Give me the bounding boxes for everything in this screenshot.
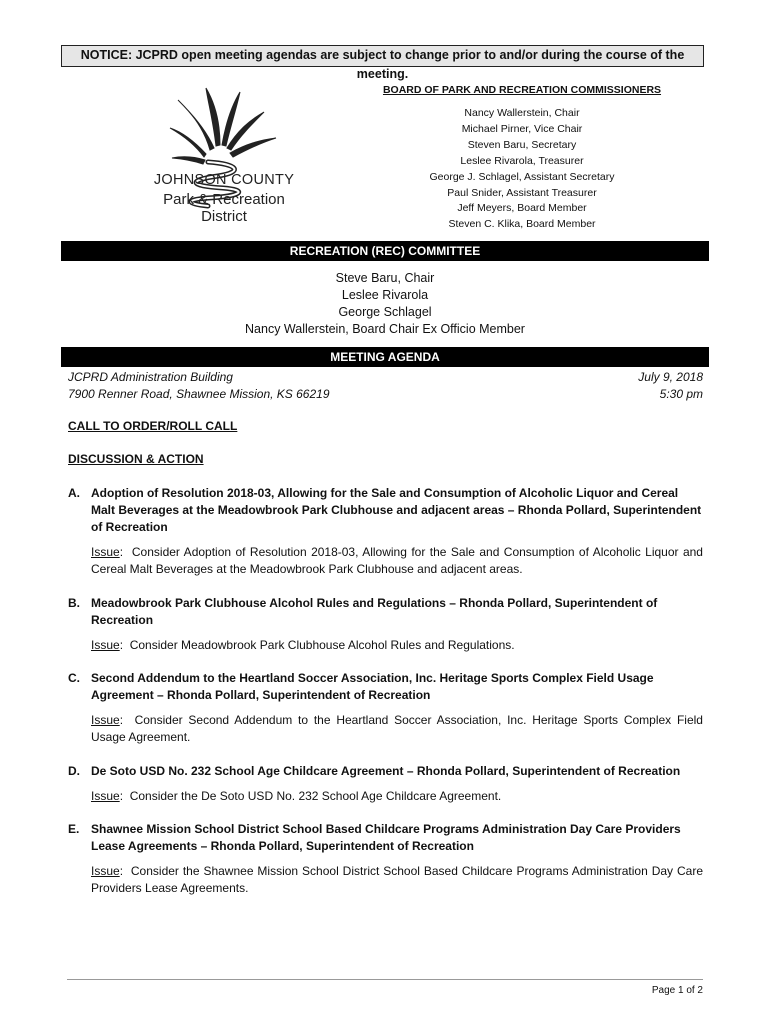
issue-text: Consider Adoption of Resolution 2018-03, Allowing for the Sale and Consumption of Alcoholic Liquor and Cereal Malt Beverages at the Meadowbrook Park Clubhouse and adjacent areas. (91, 545, 703, 576)
agenda-item-b (68, 595, 703, 654)
logo-line-district: District (201, 208, 247, 225)
board-member: Paul Snider, Assistant Treasurer (447, 186, 597, 199)
item-letter: E. (68, 822, 80, 836)
meeting-datetime (638, 369, 703, 403)
item-title: Adoption of Resolution 2018-03, Allowing for the Sale and Consumption of Alcoholic Liquor and Cereal Malt Beverages at the Meadowbrook Park Clubhouse and adjacent areas – Rhonda Pollard, Superintendent of Recreation (91, 486, 702, 534)
item-issue: Issue: Consider Second Addendum to the Heartland Soccer Association, Inc. Heritage Sports Complex Field Usage Agreement. (91, 713, 703, 744)
footer-divider (67, 979, 703, 980)
item-letter: A. (68, 486, 80, 500)
board-member: Steven Baru, Secretary (467, 138, 577, 151)
agenda-item-a (68, 485, 703, 578)
board-heading: BOARD OF PARK AND RECREATION COMMISSIONERS (382, 84, 662, 96)
committee-members (61, 270, 709, 338)
issue-label: Issue (91, 864, 120, 878)
committee-member: Leslee Rivarola (341, 288, 429, 302)
issue-label: Issue (91, 638, 120, 652)
item-title: Meadowbrook Park Clubhouse Alcohol Rules and Regulations – Rhonda Pollard, Superintendent of Recreation (91, 596, 658, 627)
meeting-time: 5:30 pm (659, 387, 703, 401)
issue-text: Consider the De Soto USD No. 232 School Age Childcare Agreement. (129, 789, 502, 803)
call-to-order-heading: CALL TO ORDER/ROLL CALL (68, 419, 238, 433)
agenda-item-d (68, 763, 703, 805)
issue-label: Issue (91, 545, 120, 559)
board-member: Leslee Rivarola, Treasurer (460, 154, 584, 167)
notice-banner: NOTICE: JCPRD open meeting agendas are subject to change prior to and/or during the course of the meeting. (61, 45, 704, 67)
issue-text: Consider Second Addendum to the Heartland Soccer Association, Inc. Heritage Sports Complex Field Usage Agreement. (91, 713, 703, 744)
logo-wordmark (148, 172, 300, 225)
item-title: Shawnee Mission School District School Based Childcare Programs Administration Day Care Providers Lease Agreements – Rhonda Pollard, Superintendent of Recreation (91, 822, 681, 853)
committee-member: Nancy Wallerstein, Board Chair Ex Officio Member (245, 322, 525, 336)
item-title: De Soto USD No. 232 School Age Childcare Agreement – Rhonda Pollard, Superintendent of Recreation (91, 764, 681, 778)
board-member: Jeff Meyers, Board Member (457, 202, 587, 215)
logo-line-park: Park & Recreation (163, 191, 285, 208)
committee-heading-bar: RECREATION (REC) COMMITTEE (61, 241, 709, 261)
item-letter: D. (68, 764, 80, 778)
item-issue: Issue: Consider the De Soto USD No. 232 School Age Childcare Agreement. (91, 789, 502, 803)
board-member: George J. Schlagel, Assistant Secretary (429, 170, 615, 183)
location-address: 7900 Renner Road, Shawnee Mission, KS 66219 (68, 387, 330, 401)
discussion-heading: DISCUSSION & ACTION (68, 452, 204, 466)
issue-label: Issue (91, 713, 120, 727)
meeting-location (68, 369, 330, 403)
board-member: Nancy Wallerstein, Chair (464, 107, 580, 119)
item-letter: C. (68, 671, 80, 685)
committee-member: Steve Baru, Chair (335, 271, 435, 285)
meeting-date: July 9, 2018 (638, 370, 703, 384)
board-member: Michael Pirner, Vice Chair (461, 122, 583, 135)
committee-member: George Schlagel (338, 305, 432, 319)
agenda-item-e (68, 821, 703, 897)
agenda-item-c (68, 670, 703, 746)
meeting-agenda-bar: MEETING AGENDA (61, 347, 709, 367)
item-issue: Issue: Consider the Shawnee Mission School District School Based Childcare Programs Administration Day Care Providers Lease Agreements. (91, 864, 703, 895)
item-issue: Issue: Consider Meadowbrook Park Clubhouse Alcohol Rules and Regulations. (91, 638, 515, 652)
issue-text: Consider the Shawnee Mission School District School Based Childcare Programs Administration Day Care Providers Lease Agreements. (91, 864, 703, 895)
leaf-plume-icon (170, 88, 276, 164)
logo-line-county: JOHNSON COUNTY (153, 172, 295, 188)
item-letter: B. (68, 596, 80, 610)
board-member: Steven C. Klika, Board Member (448, 218, 596, 231)
item-issue: Issue: Consider Adoption of Resolution 2018-03, Allowing for the Sale and Consumption of Alcoholic Liquor and Cereal Malt Beverages at the Meadowbrook Park Clubhouse and adjacent areas. (91, 545, 703, 576)
item-title: Second Addendum to the Heartland Soccer Association, Inc. Heritage Sports Complex Field Usage Agreement – Rhonda Pollard, Superintendent of Recreation (91, 671, 654, 702)
page-number: Page 1 of 2 (651, 985, 703, 996)
location-name: JCPRD Administration Building (68, 370, 233, 384)
issue-text: Consider Meadowbrook Park Clubhouse Alcohol Rules and Regulations. (129, 638, 515, 652)
issue-label: Issue (91, 789, 120, 803)
board-of-commissioners (372, 84, 672, 233)
